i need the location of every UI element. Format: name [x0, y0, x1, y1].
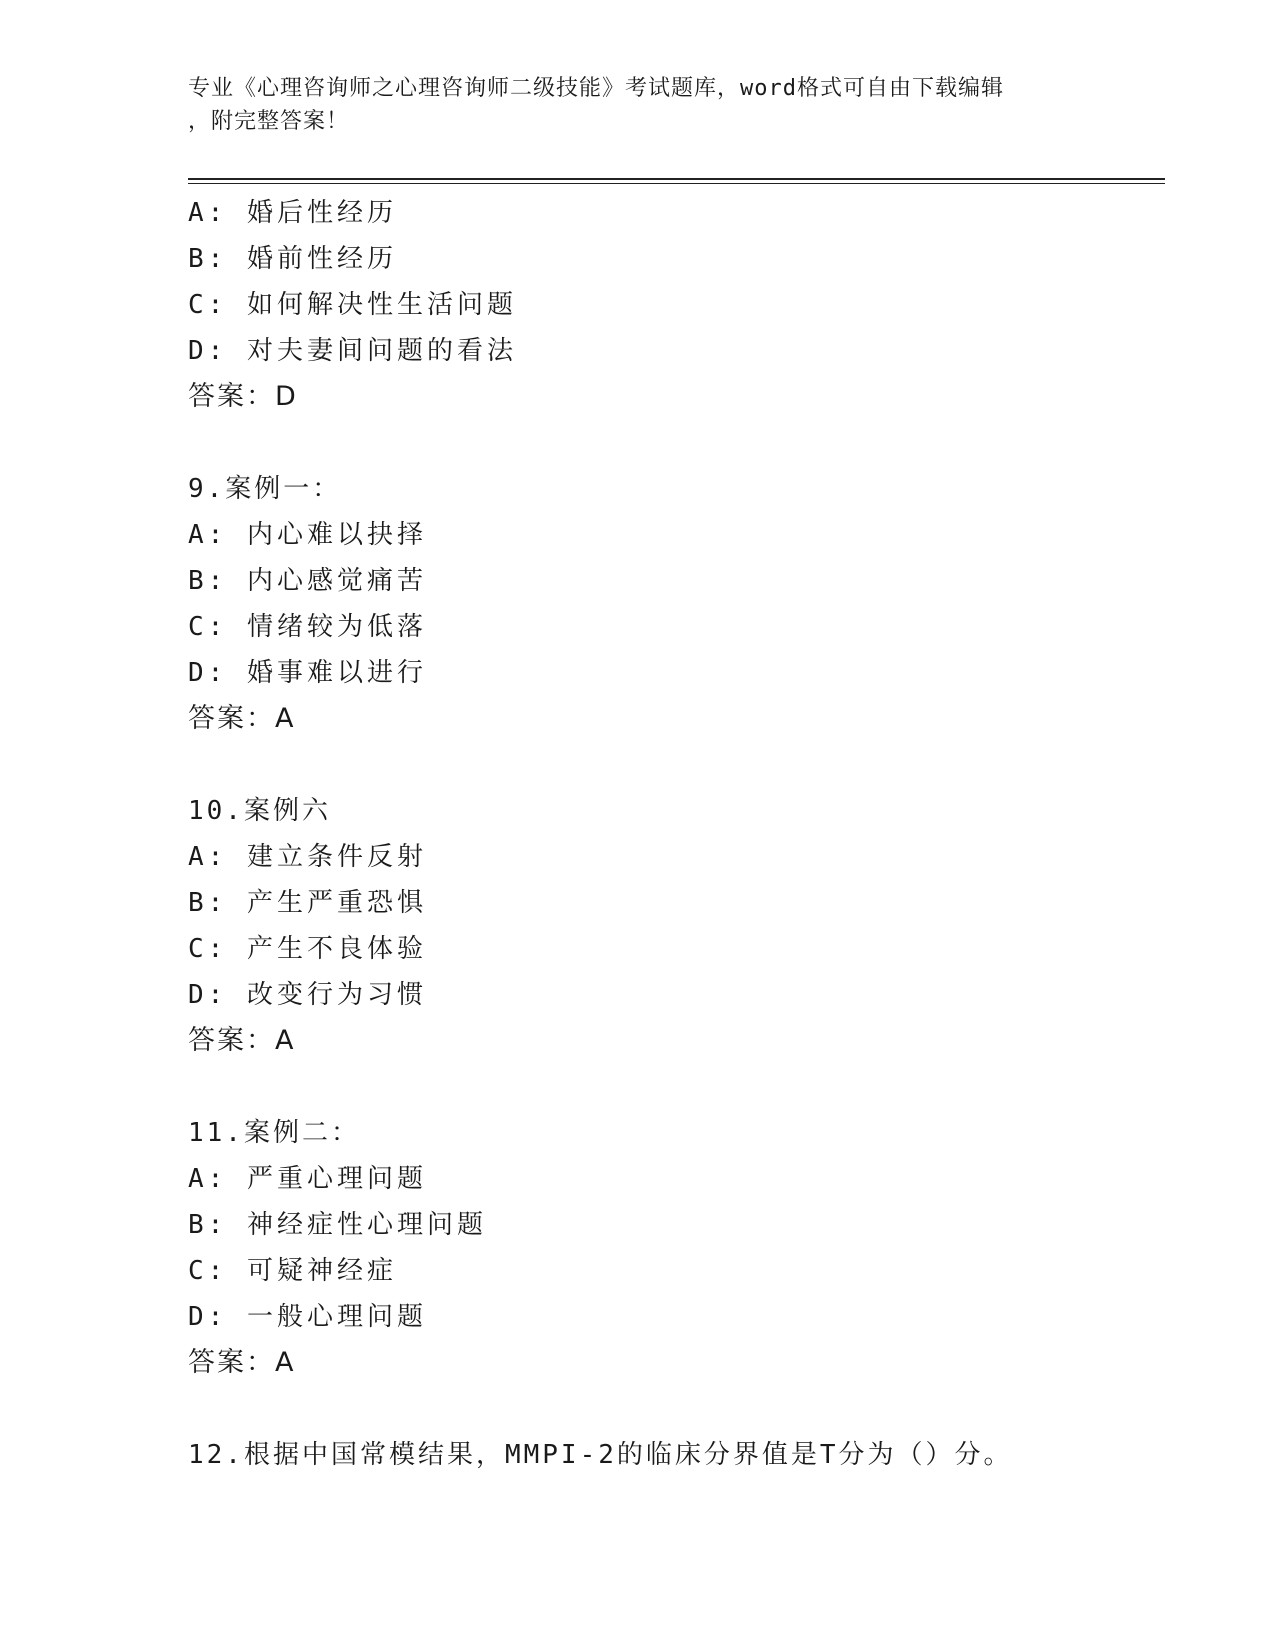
option-d: D: 改变行为习惯	[188, 980, 427, 1010]
option-b: B: 内心感觉痛苦	[188, 566, 427, 596]
header-line-2: ，附完整答案！	[188, 109, 350, 134]
answer-line: 答案：A	[188, 1025, 296, 1056]
header-line-1: 专业《心理咨询师之心理咨询师二级技能》考试题库，word格式可自由下载编辑	[188, 76, 1004, 101]
question-11	[188, 1110, 1168, 1386]
answer-line: 答案：A	[188, 1347, 296, 1378]
option-d: D: 婚事难以进行	[188, 658, 427, 688]
question-stem: 12.根据中国常模结果，MMPI-2的临床分界值是T分为（）分。	[188, 1440, 1013, 1470]
question-8	[188, 190, 1168, 420]
option-b: B: 婚前性经历	[188, 244, 397, 274]
question-9	[188, 466, 1168, 742]
option-a: A: 内心难以抉择	[188, 520, 427, 550]
option-b: B: 产生严重恐惧	[188, 888, 427, 918]
answer-line: 答案：D	[188, 381, 298, 412]
question-stem: 9.案例一：	[188, 474, 342, 504]
header-rule-thin	[188, 183, 1165, 184]
answer-line: 答案：A	[188, 703, 296, 734]
question-stem: 11.案例二：	[188, 1118, 360, 1148]
question-12	[188, 1432, 1168, 1478]
option-a: A: 建立条件反射	[188, 842, 427, 872]
question-10	[188, 788, 1168, 1064]
option-a: A: 严重心理问题	[188, 1164, 427, 1194]
option-c: C: 如何解决性生活问题	[188, 290, 517, 320]
document-header	[188, 72, 1088, 138]
header-rule-thick	[188, 178, 1165, 180]
option-c: C: 产生不良体验	[188, 934, 427, 964]
option-a: A: 婚后性经历	[188, 198, 397, 228]
option-c: C: 情绪较为低落	[188, 612, 427, 642]
question-list	[188, 190, 1168, 1478]
option-d: D: 对夫妻间问题的看法	[188, 336, 517, 366]
option-c: C: 可疑神经症	[188, 1256, 397, 1286]
option-b: B: 神经症性心理问题	[188, 1210, 487, 1240]
question-stem: 10.案例六	[188, 796, 331, 826]
option-d: D: 一般心理问题	[188, 1302, 427, 1332]
